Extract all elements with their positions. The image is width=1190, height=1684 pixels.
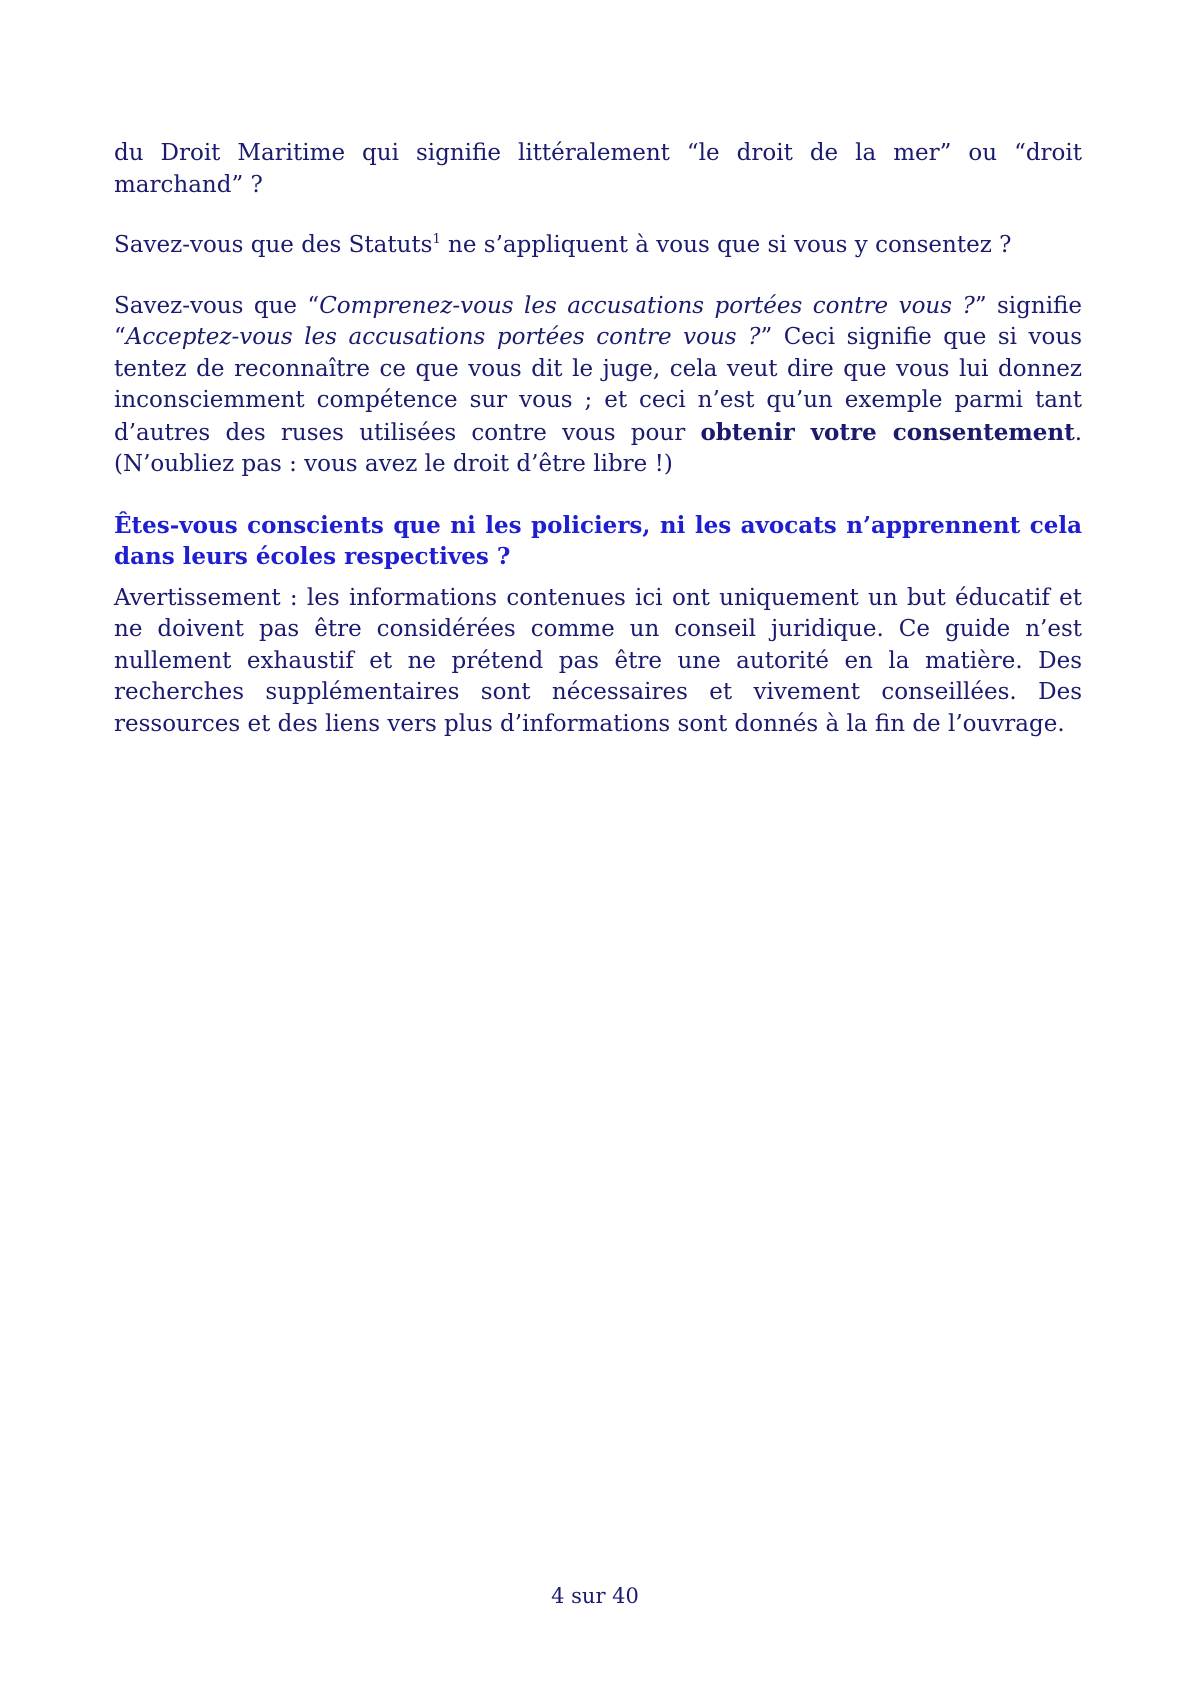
emphasis-consent: obtenir votre consentement	[700, 418, 1075, 446]
quote-acceptez: Acceptez-vous les accusations portées contre vous ?	[125, 324, 761, 350]
document-body	[114, 138, 1082, 740]
page-number: 4 sur 40	[551, 1584, 639, 1608]
footnote-reference[interactable]: 1	[432, 232, 441, 247]
paragraph-maritime-law: du Droit Maritime qui signifie littéralement “le droit de la mer” ou “droit marchand” ?	[114, 140, 1082, 198]
quote-comprenez: Comprenez-vous les accusations portées contre vous ?	[319, 292, 975, 319]
section-heading: Êtes-vous conscients que ni les policiers, ni les avocats n’apprennent cela dans leurs écoles respectives ?	[114, 511, 1082, 570]
paragraph-accusations: Savez-vous que “Comprenez-vous les accusations portées contre vous ?” signifie “Acceptez-vous les accusations portées contre vous ?” Ceci signifie que si vous tentez de reconnaître ce que vous dit le juge, cela veut dire que vous lui donnez inconsciemment compétence sur vous ; et ceci n’est qu’un exemple parmi tant d’autres des ruses utilisées contre vous pour obtenir votre consentement. (N’oubliez pas : vous avez le droit d’être libre !)	[114, 292, 1083, 477]
paragraph-statutes: Savez-vous que des Statuts$^1$ ne s’appliquent à vous que si vous y consentez ?	[114, 232, 1012, 258]
disclaimer-paragraph: Avertissement : les informations contenues ici ont uniquement un but éducatif et ne doivent pas être considérées comme un conseil juridique. Ce guide n’est nullement exhaustif et ne prétend pas être une autorité en la matière. Des recherches supplémentaires sont nécessaires et vivement conseillées. Des ressources et des liens vers plus d’informations sont donnés à la fin de l’ouvrage.	[114, 584, 1082, 737]
